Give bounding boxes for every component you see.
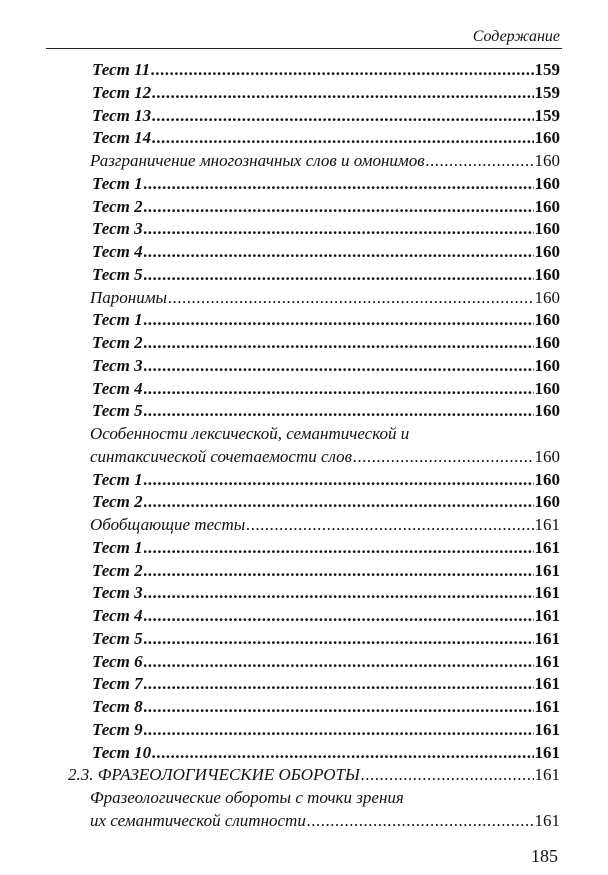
toc-entry-page: 160 [534, 333, 560, 352]
toc-entry-page: 159 [534, 106, 560, 125]
toc-entry[interactable] [92, 651, 560, 673]
toc-leader-dots [152, 127, 533, 149]
toc-entry-page: 161 [534, 561, 560, 580]
toc-entry[interactable] [92, 59, 560, 81]
toc-entry-page: 160 [534, 197, 560, 216]
toc-entry-page: 161 [534, 743, 560, 762]
toc-entry[interactable] [92, 673, 560, 695]
toc-entry-page: 161 [534, 697, 560, 716]
toc-entry-page: 160 [534, 242, 560, 261]
toc-leader-dots [144, 491, 534, 513]
toc-entry-label: Паронимы [90, 288, 168, 307]
toc-leader-dots [152, 105, 533, 127]
toc-entry-page: 161 [534, 811, 560, 830]
toc-leader-dots [144, 332, 534, 354]
toc-entry[interactable] [92, 127, 560, 149]
toc-entry-text: Фразеологические обороты с точки зрения [90, 788, 404, 807]
toc-entry[interactable] [90, 150, 560, 172]
toc-entry-label: Тест 14 [92, 128, 152, 147]
toc-entry-label: Тест 12 [92, 83, 152, 102]
toc-entry-label: Тест 1 [92, 174, 143, 193]
toc-leader-dots [144, 651, 534, 673]
header-rule [46, 48, 562, 49]
toc-leader-dots [144, 560, 534, 582]
toc-entry-page: 161 [534, 606, 560, 625]
toc-entry-label: Тест 5 [92, 629, 143, 648]
toc-entry-label: Тест 6 [92, 652, 143, 671]
toc-leader-dots [144, 241, 534, 263]
toc-leader-dots [151, 59, 533, 81]
toc-entry-page: 160 [534, 310, 560, 329]
toc-entry-label: Тест 2 [92, 492, 143, 511]
toc-entry-label: Тест 10 [92, 743, 152, 762]
toc-entry-label: синтаксической сочетаемости слов [90, 447, 353, 466]
toc-entry-page: 160 [534, 492, 560, 511]
toc-entry-page: 161 [534, 765, 560, 784]
toc-leader-dots [307, 810, 534, 832]
toc-entry[interactable] [92, 332, 560, 354]
toc-entry-label: Тест 1 [92, 310, 143, 329]
toc-entry-text: Особенности лексической, семантической и [90, 424, 410, 443]
toc-leader-dots [168, 287, 533, 309]
page-number: 185 [531, 846, 558, 866]
toc-entry[interactable] [92, 241, 560, 263]
toc-entry-label: Тест 9 [92, 720, 143, 739]
toc-entry-page: 161 [534, 538, 560, 557]
toc-entry[interactable] [92, 105, 560, 127]
toc-entry[interactable] [92, 309, 560, 331]
toc-entry[interactable] [92, 469, 560, 491]
toc-entry-label: Тест 1 [92, 470, 143, 489]
toc-entry-label: Обобщающие тесты [90, 515, 246, 534]
toc-entry-label: Тест 13 [92, 106, 152, 125]
toc-entry[interactable] [92, 400, 560, 422]
toc-entry[interactable] [92, 82, 560, 104]
toc-entry-page: 160 [534, 219, 560, 238]
toc-entry-label: Тест 5 [92, 401, 143, 420]
toc-leader-dots [144, 309, 534, 331]
toc-leader-dots [144, 628, 534, 650]
toc-entry[interactable] [92, 742, 560, 764]
toc-entry[interactable] [92, 355, 560, 377]
toc-entry-label: Тест 4 [92, 242, 143, 261]
toc-leader-dots [246, 514, 533, 536]
toc-entry-page: 160 [534, 470, 560, 489]
toc-leader-dots [144, 469, 534, 491]
toc-entry[interactable] [92, 719, 560, 741]
toc-leader-dots [144, 582, 534, 604]
toc-entry-page: 160 [534, 174, 560, 193]
toc-entry-label: Тест 4 [92, 606, 143, 625]
toc-leader-dots [144, 400, 534, 422]
toc-leader-dots [152, 742, 533, 764]
toc-entry[interactable] [92, 560, 560, 582]
toc-leader-dots [144, 355, 534, 377]
toc-entry-label: Тест 3 [92, 583, 143, 602]
toc-leader-dots [353, 446, 533, 468]
toc-leader-dots [144, 196, 534, 218]
toc-entry-page: 161 [534, 583, 560, 602]
toc-entry[interactable] [92, 537, 560, 559]
toc-entry-label: Тест 2 [92, 333, 143, 352]
toc-entry-page: 160 [534, 447, 560, 466]
toc-leader-dots [144, 696, 534, 718]
toc-entry-label: Тест 2 [92, 197, 143, 216]
toc-leader-dots [426, 150, 534, 172]
toc-leader-dots [144, 378, 534, 400]
toc-entry-label: их семантической слитности [90, 811, 306, 830]
toc-entry-label: Тест 7 [92, 674, 143, 693]
toc-entry-page: 161 [534, 652, 560, 671]
toc-entry-page: 161 [534, 515, 560, 534]
toc-entry-page: 159 [534, 60, 560, 79]
toc-entry-label: Тест 3 [92, 356, 143, 375]
toc-entry-page: 161 [534, 629, 560, 648]
toc-entry[interactable] [90, 514, 560, 536]
toc-entry-label: Разграничение многозначных слов и омонимов [90, 151, 425, 170]
toc-entry[interactable] [92, 196, 560, 218]
toc-entry[interactable] [92, 218, 560, 240]
toc-entry[interactable] [68, 764, 560, 786]
toc-entry-page: 159 [534, 83, 560, 102]
toc-entry-label: Тест 11 [92, 60, 151, 79]
toc-entry-page: 160 [534, 288, 560, 307]
toc-entry-label: 2.3. ФРАЗЕОЛОГИЧЕСКИЕ ОБОРОТЫ [68, 765, 360, 784]
toc-entry-label: Тест 2 [92, 561, 143, 580]
toc-entry-label: Тест 3 [92, 219, 143, 238]
toc-leader-dots [144, 173, 534, 195]
toc-entry[interactable] [92, 628, 560, 650]
toc-leader-dots [361, 764, 534, 786]
toc-entry[interactable] [92, 605, 560, 627]
toc-leader-dots [144, 537, 534, 559]
toc-entry-label: Тест 5 [92, 265, 143, 284]
toc-entry-page: 160 [534, 401, 560, 420]
toc-entry[interactable] [90, 287, 560, 309]
toc-entry[interactable] [92, 173, 560, 195]
toc-leader-dots [144, 605, 534, 627]
toc-leader-dots [152, 82, 533, 104]
toc-leader-dots [144, 719, 534, 741]
toc-entry[interactable] [90, 446, 560, 468]
toc-entry[interactable] [92, 264, 560, 286]
toc-entry[interactable] [92, 582, 560, 604]
toc-entry[interactable] [92, 491, 560, 513]
toc-leader-dots [144, 673, 534, 695]
toc-entry-page: 160 [534, 356, 560, 375]
toc-entry[interactable] [92, 378, 560, 400]
toc-entry-page: 160 [534, 379, 560, 398]
toc-entry-page: 160 [534, 151, 560, 170]
toc-entry-page: 160 [534, 128, 560, 147]
toc-entry[interactable] [90, 810, 560, 832]
toc-entry-page: 161 [534, 720, 560, 739]
toc-entry-page: 161 [534, 674, 560, 693]
toc-entry-label: Тест 8 [92, 697, 143, 716]
toc-leader-dots [144, 218, 534, 240]
running-header: Содержание [472, 28, 560, 45]
toc-entry[interactable] [92, 696, 560, 718]
toc-entry-page: 160 [534, 265, 560, 284]
toc-entry-label: Тест 1 [92, 538, 143, 557]
toc-entry-label: Тест 4 [92, 379, 143, 398]
toc-leader-dots [144, 264, 534, 286]
